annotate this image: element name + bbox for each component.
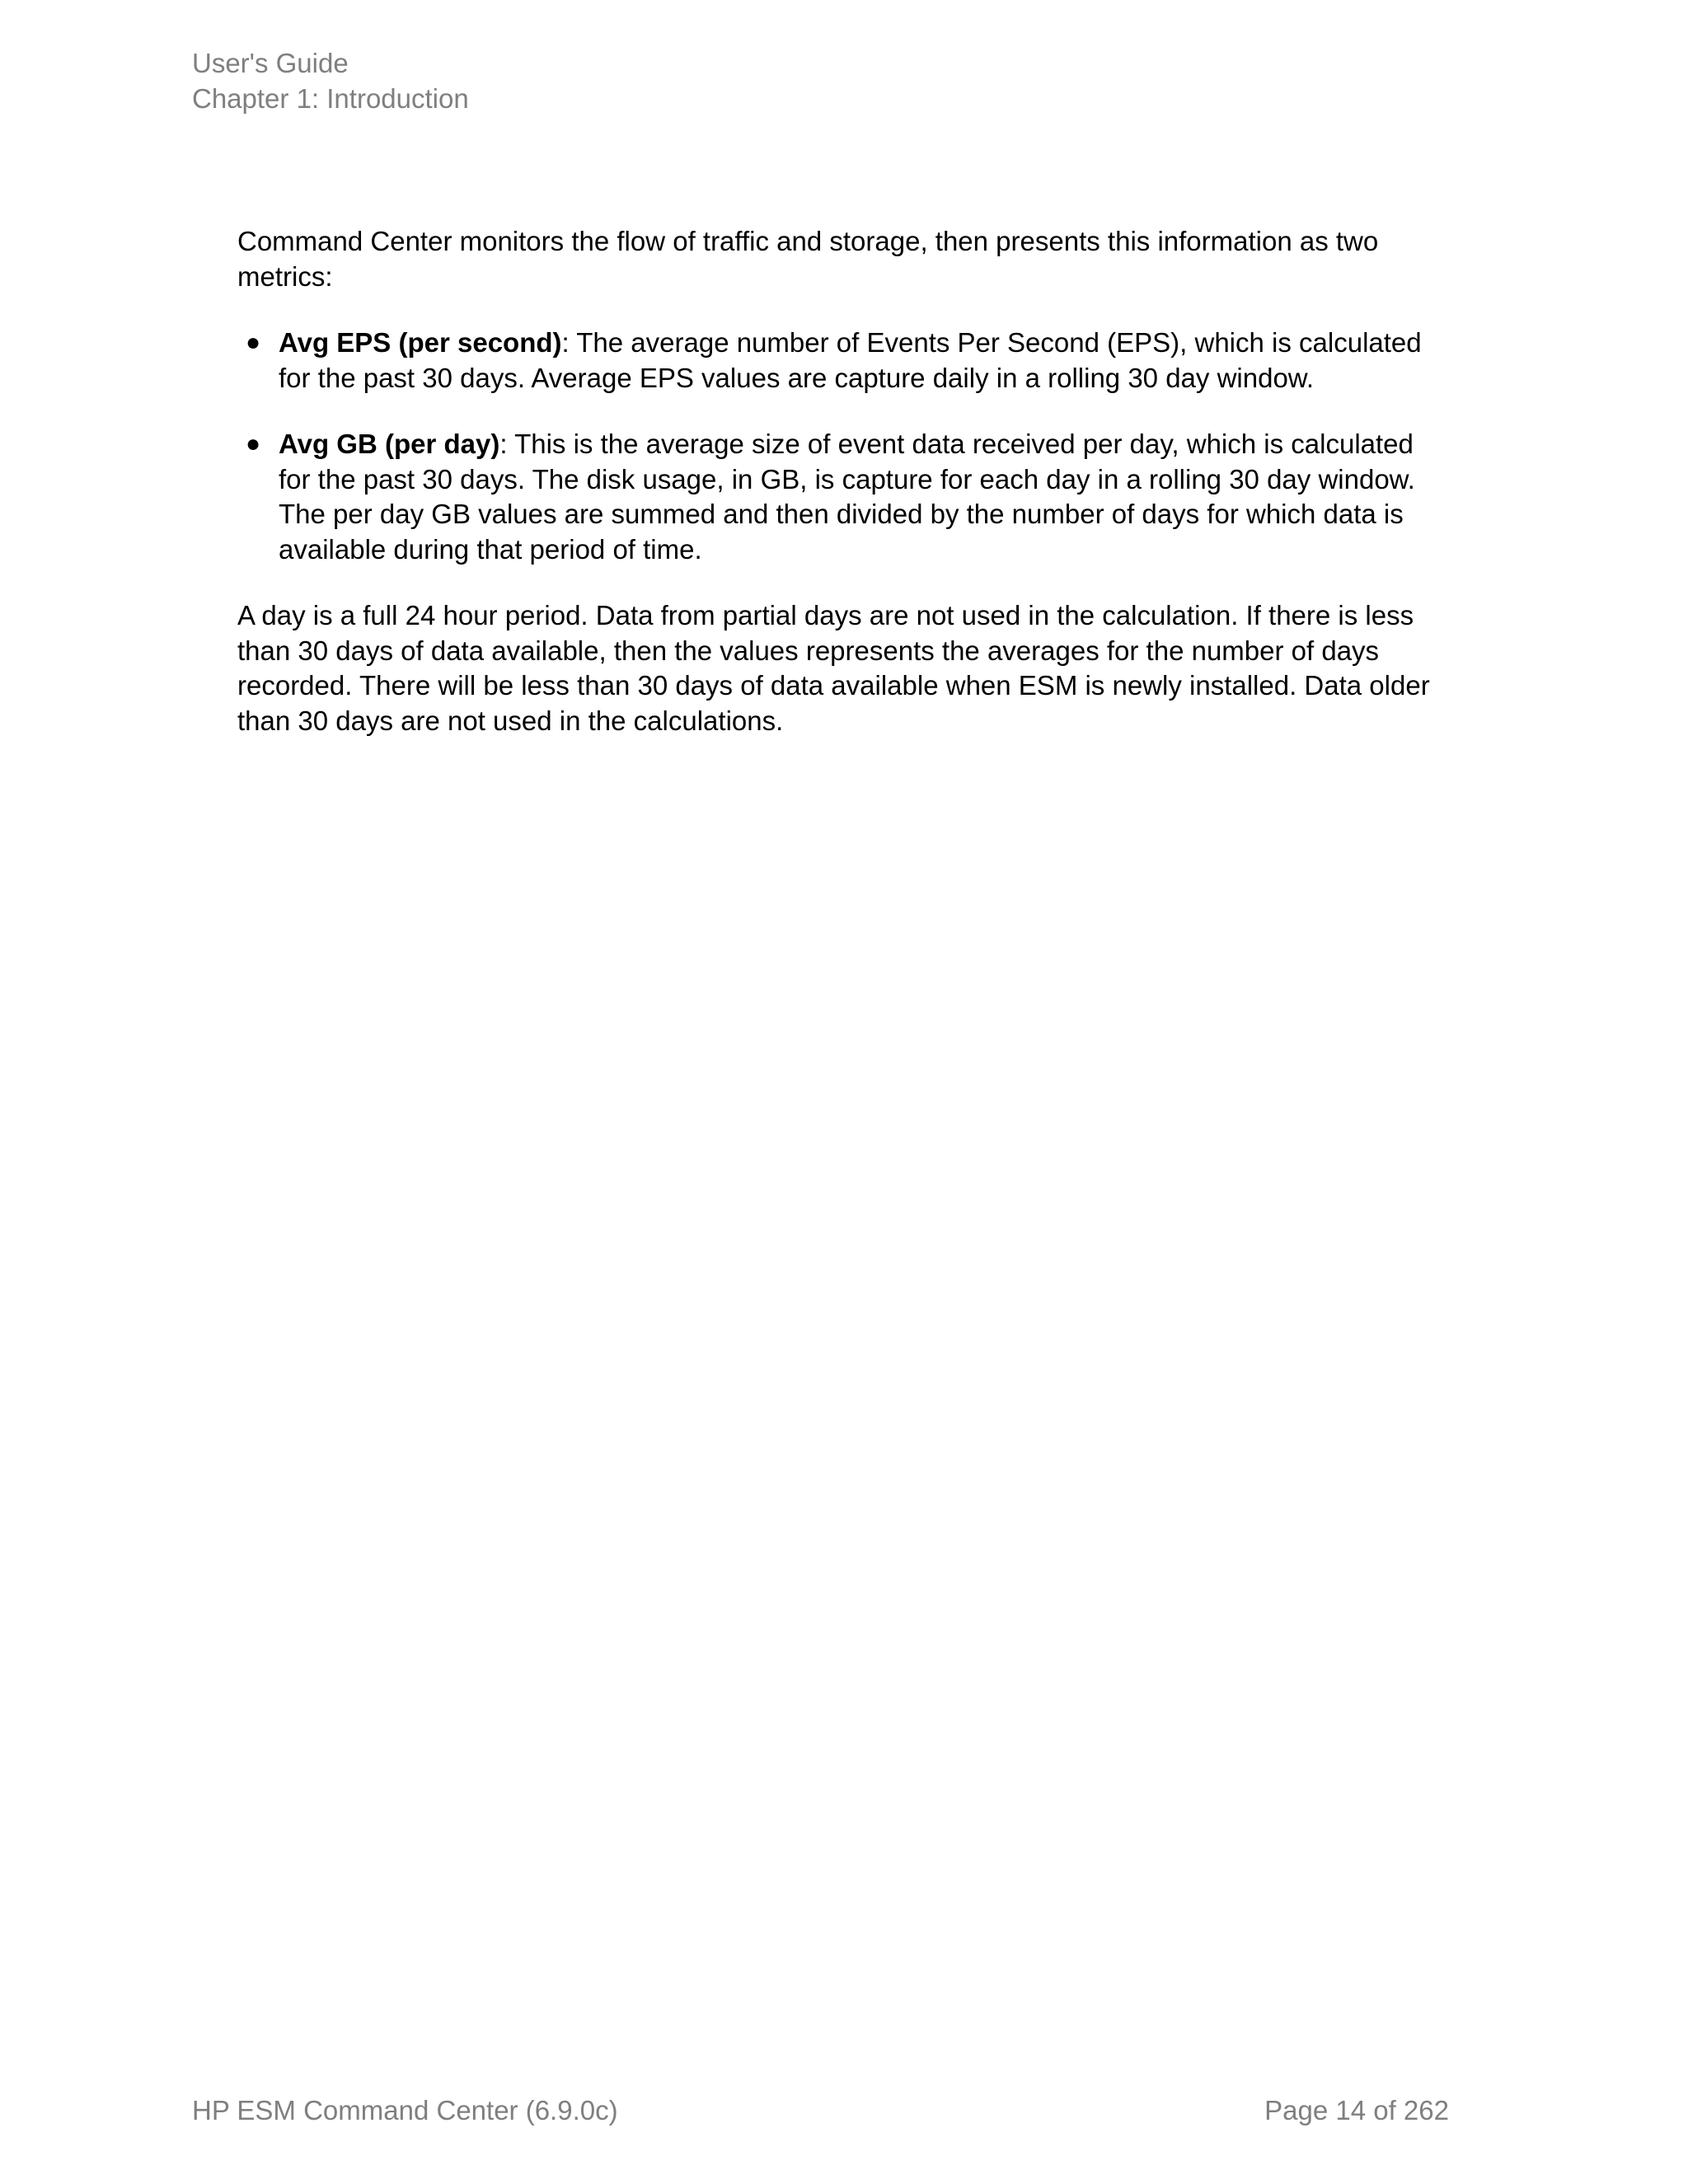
chapter-title: Chapter 1: Introduction <box>192 83 469 114</box>
footer-product: HP ESM Command Center (6.9.0c) <box>192 2095 618 2125</box>
list-item-avg-gb <box>237 427 1449 567</box>
bullet-icon: ● <box>246 430 261 457</box>
term-avg-eps: Avg EPS (per second) <box>279 327 562 358</box>
intro-paragraph: Command Center monitors the flow of traffic and storage, then presents this information as two metrics: <box>237 226 1379 292</box>
closing-paragraph: A day is a full 24 hour period. Data from partial days are not used in the calculation. If there is less than 30 days of data available, then the values represents the averages for the number of days recorded. There will be less than 30 days of data available when ESM is newly installed. Data older than 30 days are not used in the calculations. <box>237 600 1430 736</box>
term-avg-gb: Avg GB (per day) <box>279 429 500 459</box>
metrics-list <box>237 326 1449 567</box>
running-header <box>192 45 469 116</box>
description-avg-eps: : The average number of Events Per Second (EPS), which is calculated for the past 30 days. Average EPS values are capture daily in a rolling 30 day window. <box>279 327 1422 393</box>
page-content <box>237 224 1449 738</box>
description-avg-gb: : This is the average size of event data received per day, which is calculated for the past 30 days. The disk usage, in GB, is capture for each day in a rolling 30 day window. The per day GB values are summed and then divided by the number of days for which data is available during that period of time. <box>279 429 1415 565</box>
footer-page-number: Page 14 of 262 <box>1264 2095 1449 2125</box>
list-item-avg-eps <box>237 326 1449 396</box>
bullet-icon: ● <box>246 329 261 356</box>
guide-title: User's Guide <box>192 48 349 78</box>
